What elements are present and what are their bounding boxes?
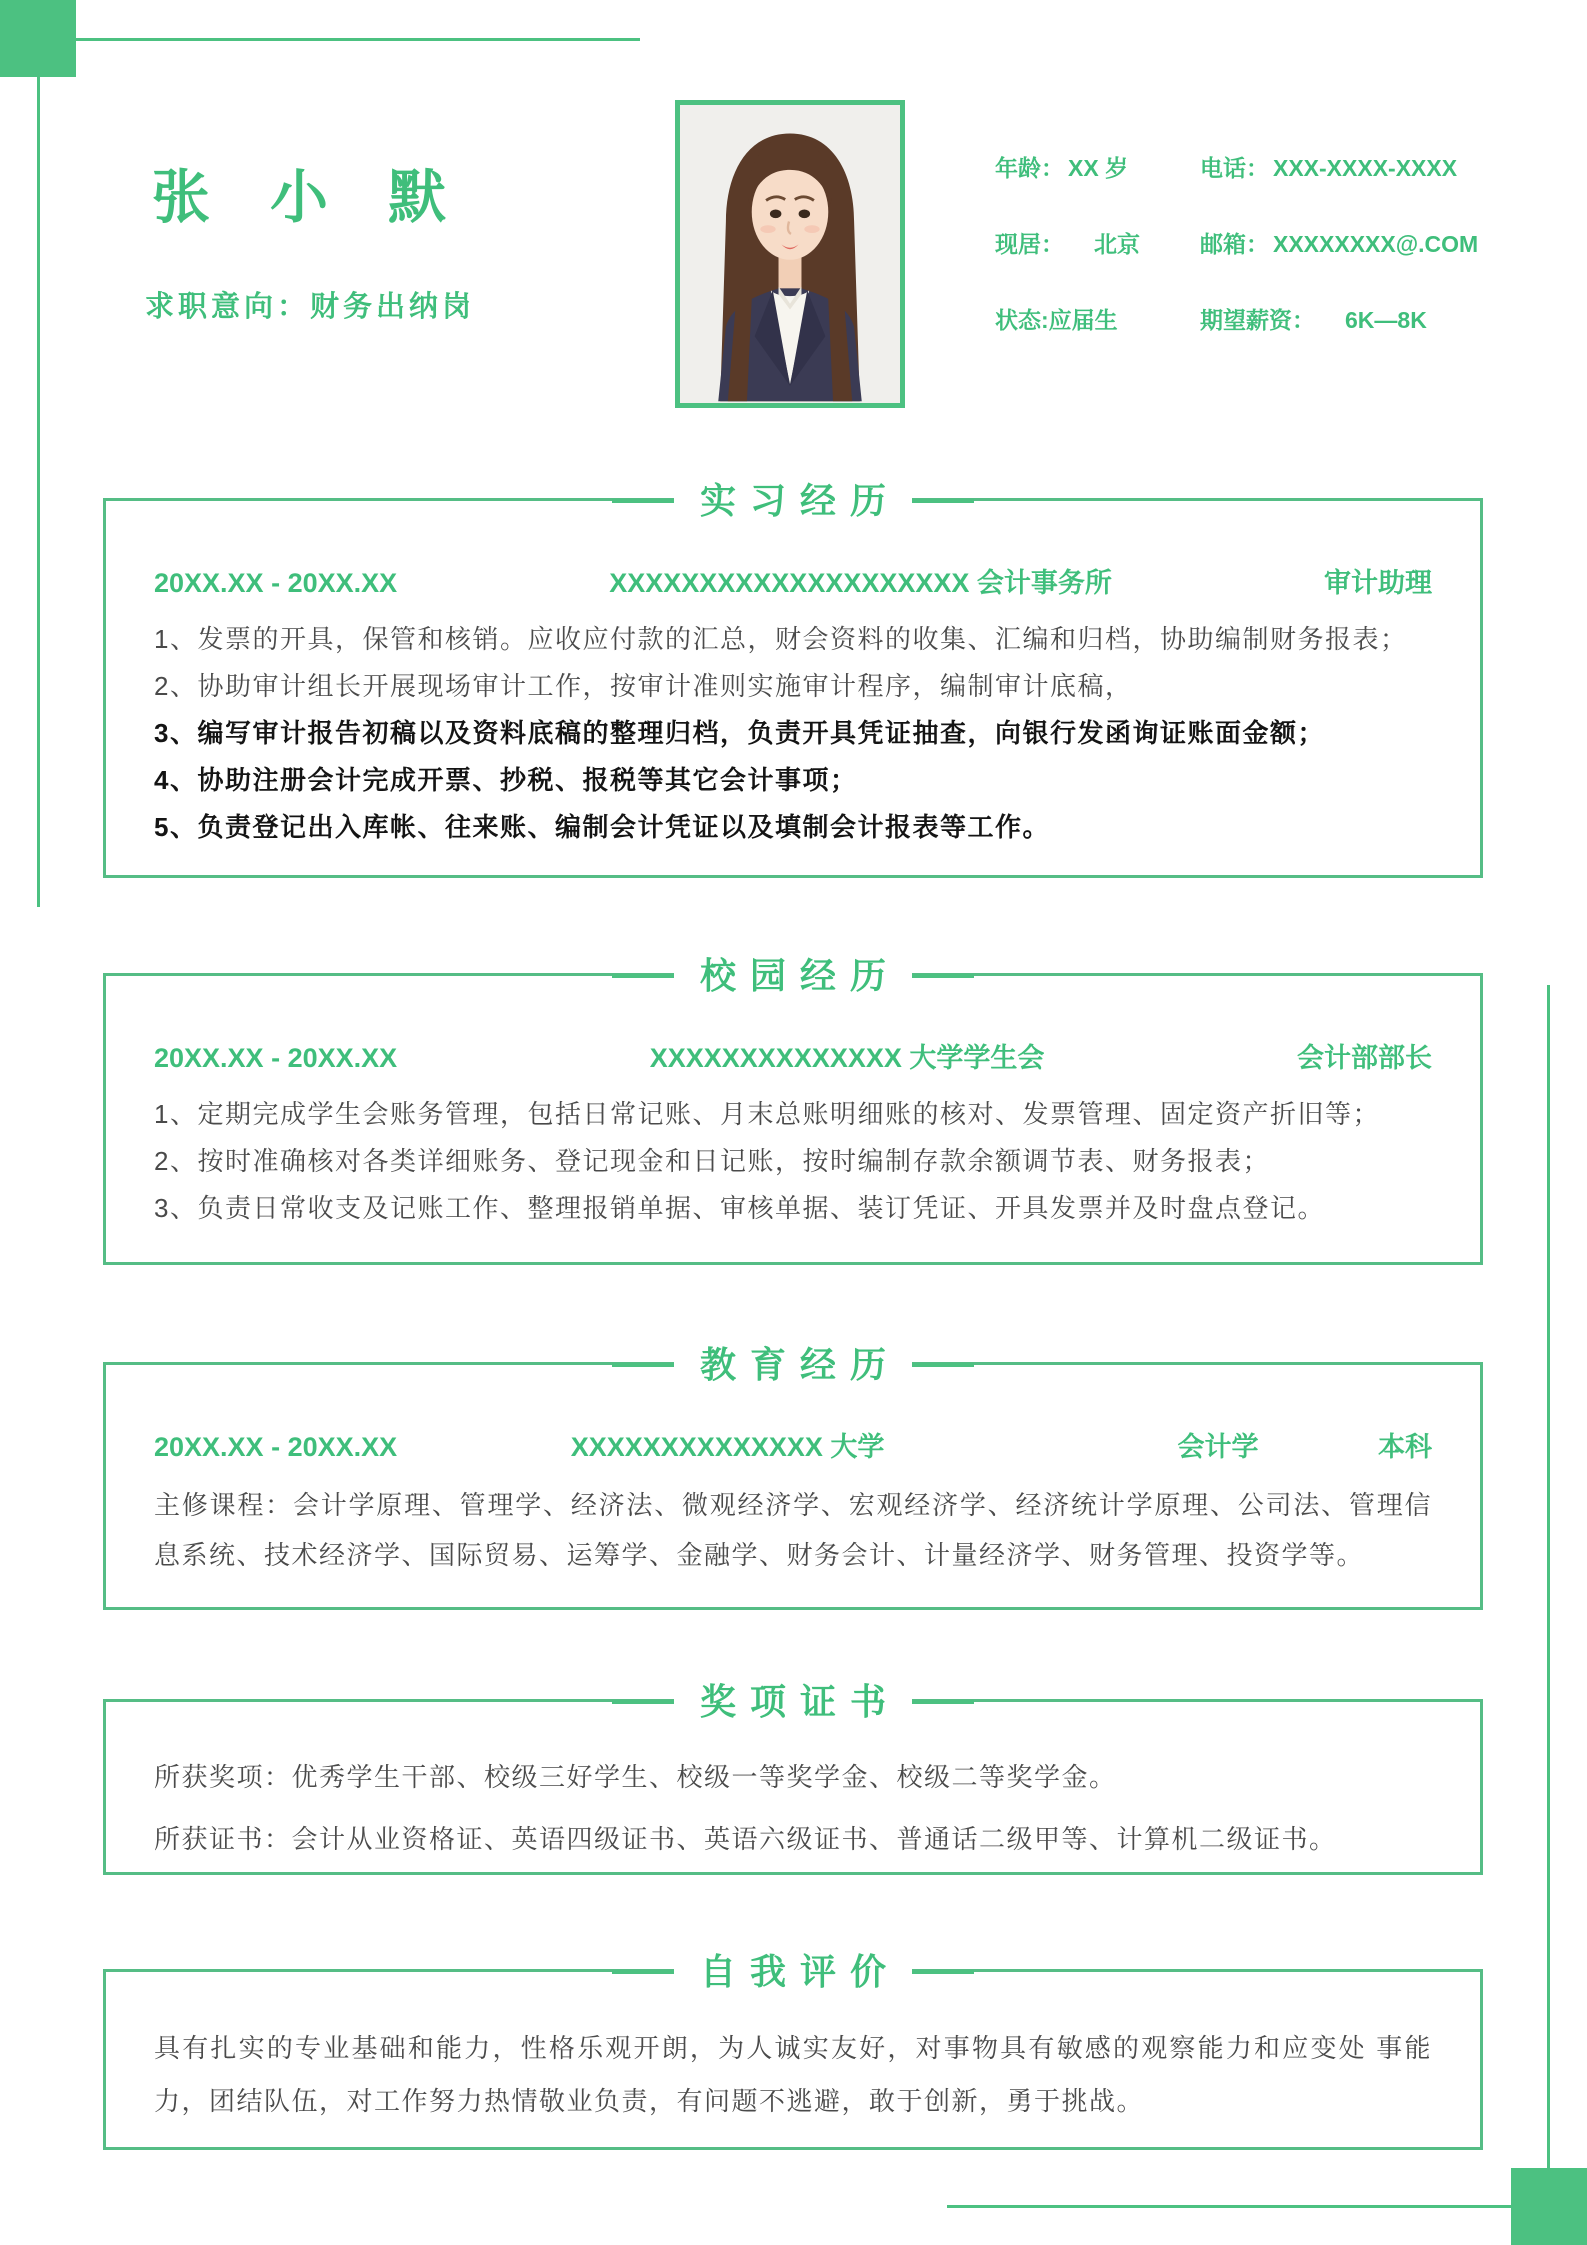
experience-role: 审计助理 (1324, 568, 1432, 598)
section-education (103, 1344, 1483, 1610)
portrait-illustration (680, 105, 900, 403)
section-body (106, 501, 1480, 851)
experience-organization: XXXXXXXXXXXXXXXXXXXX 会计事务所 (609, 568, 1112, 598)
experience-item: 3、编写审计报告初稿以及资料底稿的整理归档，负责开具凭证抽查，向银行发函询证账面金额； (154, 718, 1325, 748)
section-awards-certificates (103, 1681, 1483, 1875)
candidate-name: 张 小 默 (151, 165, 469, 230)
contact-phone-label: 电话： (1200, 154, 1269, 181)
contact-salary-value: 6K—8K (1345, 306, 1427, 333)
section-self-evaluation (103, 1951, 1483, 2150)
contact-residence-label: 现居： (995, 230, 1064, 257)
right-vertical-line-decoration (1547, 985, 1550, 2168)
section-body (106, 976, 1480, 1232)
education-school: XXXXXXXXXXXXXX 大学 (570, 1432, 885, 1462)
education-courses: 主修课程：会计学原理、管理学、经济法、微观经济学、宏观经济学、经济统计学原理、公司法、管理信息系统、技术经济学、国际贸易、运筹学、金融学、财务会计、计量经济学、财务管理、投资学等。 (154, 1490, 1432, 1570)
top-horizontal-line-decoration (76, 38, 640, 41)
contact-email-label: 邮箱： (1200, 230, 1269, 257)
awards-line: 所获奖项：优秀学生干部、校级三好学生、校级一等奖学金、校级二等奖学金。 (154, 1762, 1117, 1792)
contact-residence (995, 226, 1200, 259)
experience-item: 1、发票的开具，保管和核销。应收应付款的汇总，财会资料的收集、汇编和归档，协助编制财务报表； (154, 624, 1408, 654)
job-objective: 求职意向：财务出纳岗 (144, 291, 475, 323)
campus-item: 1、定期完成学生会账务管理，包括日常记账、月末总账明细账的核对、发票管理、固定资产折旧等； (154, 1099, 1380, 1129)
campus-organization: XXXXXXXXXXXXXX 大学学生会 (649, 1043, 1045, 1073)
contact-info (995, 128, 1479, 356)
section-body (106, 1365, 1480, 1580)
experience-item: 2、协助审计组长开展现场审计工作，按审计准则实施审计程序，编制审计底稿， (154, 671, 1133, 701)
education-major: 会计学 (1177, 1432, 1259, 1462)
education-meta-row (154, 1425, 1432, 1464)
contact-age-label: 年龄： (995, 154, 1064, 181)
contact-status (995, 302, 1200, 335)
section-body (106, 1702, 1480, 1870)
section-campus-experience (103, 955, 1483, 1265)
campus-meta-row (154, 1036, 1432, 1075)
experience-meta-row (154, 561, 1432, 600)
contact-salary (1200, 302, 1475, 335)
self-evaluation-text: 具有扎实的专业基础和能力，性格乐观开朗，为人诚实友好，对事物具有敏感的观察能力和应变处 事能力，团结队伍，对工作努力热情敬业负责，有问题不逃避，敢于创新，勇于挑战。 (154, 2033, 1432, 2116)
contact-phone (1200, 150, 1475, 183)
campus-item: 3、负责日常收支及记账工作、整理报销单据、审核单据、装订凭证、开具发票并及时盘点登记。 (154, 1193, 1325, 1223)
certificates-line: 所获证书：会计从业资格证、英语四级证书、英语六级证书、普通话二级甲等、计算机二级证书。 (154, 1824, 1337, 1854)
bottom-right-square-decoration (1511, 2168, 1587, 2245)
contact-age (995, 150, 1200, 183)
portrait-photo (675, 100, 905, 408)
contact-salary-label: 期望薪资： (1200, 306, 1315, 333)
section-title-self-evaluation: 自我评价 (674, 1948, 912, 1996)
section-internship-experience (103, 480, 1483, 878)
top-left-square-decoration (0, 0, 76, 77)
contact-email (1200, 226, 1479, 259)
section-title-awards: 奖项证书 (674, 1678, 912, 1726)
campus-role: 会计部部长 (1297, 1043, 1432, 1073)
campus-item: 2、按时准确核对各类详细账务、登记现金和日记账，按时编制存款余额调节表、财务报表； (154, 1146, 1270, 1176)
contact-phone-value: XXX-XXXX-XXXX (1273, 154, 1458, 181)
section-title-internship: 实习经历 (674, 477, 912, 525)
bottom-horizontal-line-decoration (947, 2205, 1511, 2208)
left-vertical-line-decoration (37, 77, 40, 907)
experience-item: 4、协助注册会计完成开票、抄税、报税等其它会计事项； (154, 765, 858, 795)
education-period: 20XX.XX - 20XX.XX (154, 1432, 398, 1462)
contact-status-label: 状态: (995, 306, 1049, 333)
campus-period: 20XX.XX - 20XX.XX (154, 1043, 398, 1073)
education-degree: 本科 (1378, 1432, 1432, 1462)
section-title-education: 教育经历 (674, 1341, 912, 1389)
experience-period: 20XX.XX - 20XX.XX (154, 568, 398, 598)
contact-age-value: XX 岁 (1068, 154, 1129, 181)
section-title-campus: 校园经历 (674, 952, 912, 1000)
contact-status-value: 应届生 (1048, 306, 1118, 333)
section-body (106, 1972, 1480, 2128)
contact-residence-value: 北京 (1094, 230, 1140, 257)
contact-email-value: XXXXXXXX@.COM (1273, 230, 1479, 257)
experience-item: 5、负责登记出入库帐、往来账、编制会计凭证以及填制会计报表等工作。 (154, 812, 1050, 842)
